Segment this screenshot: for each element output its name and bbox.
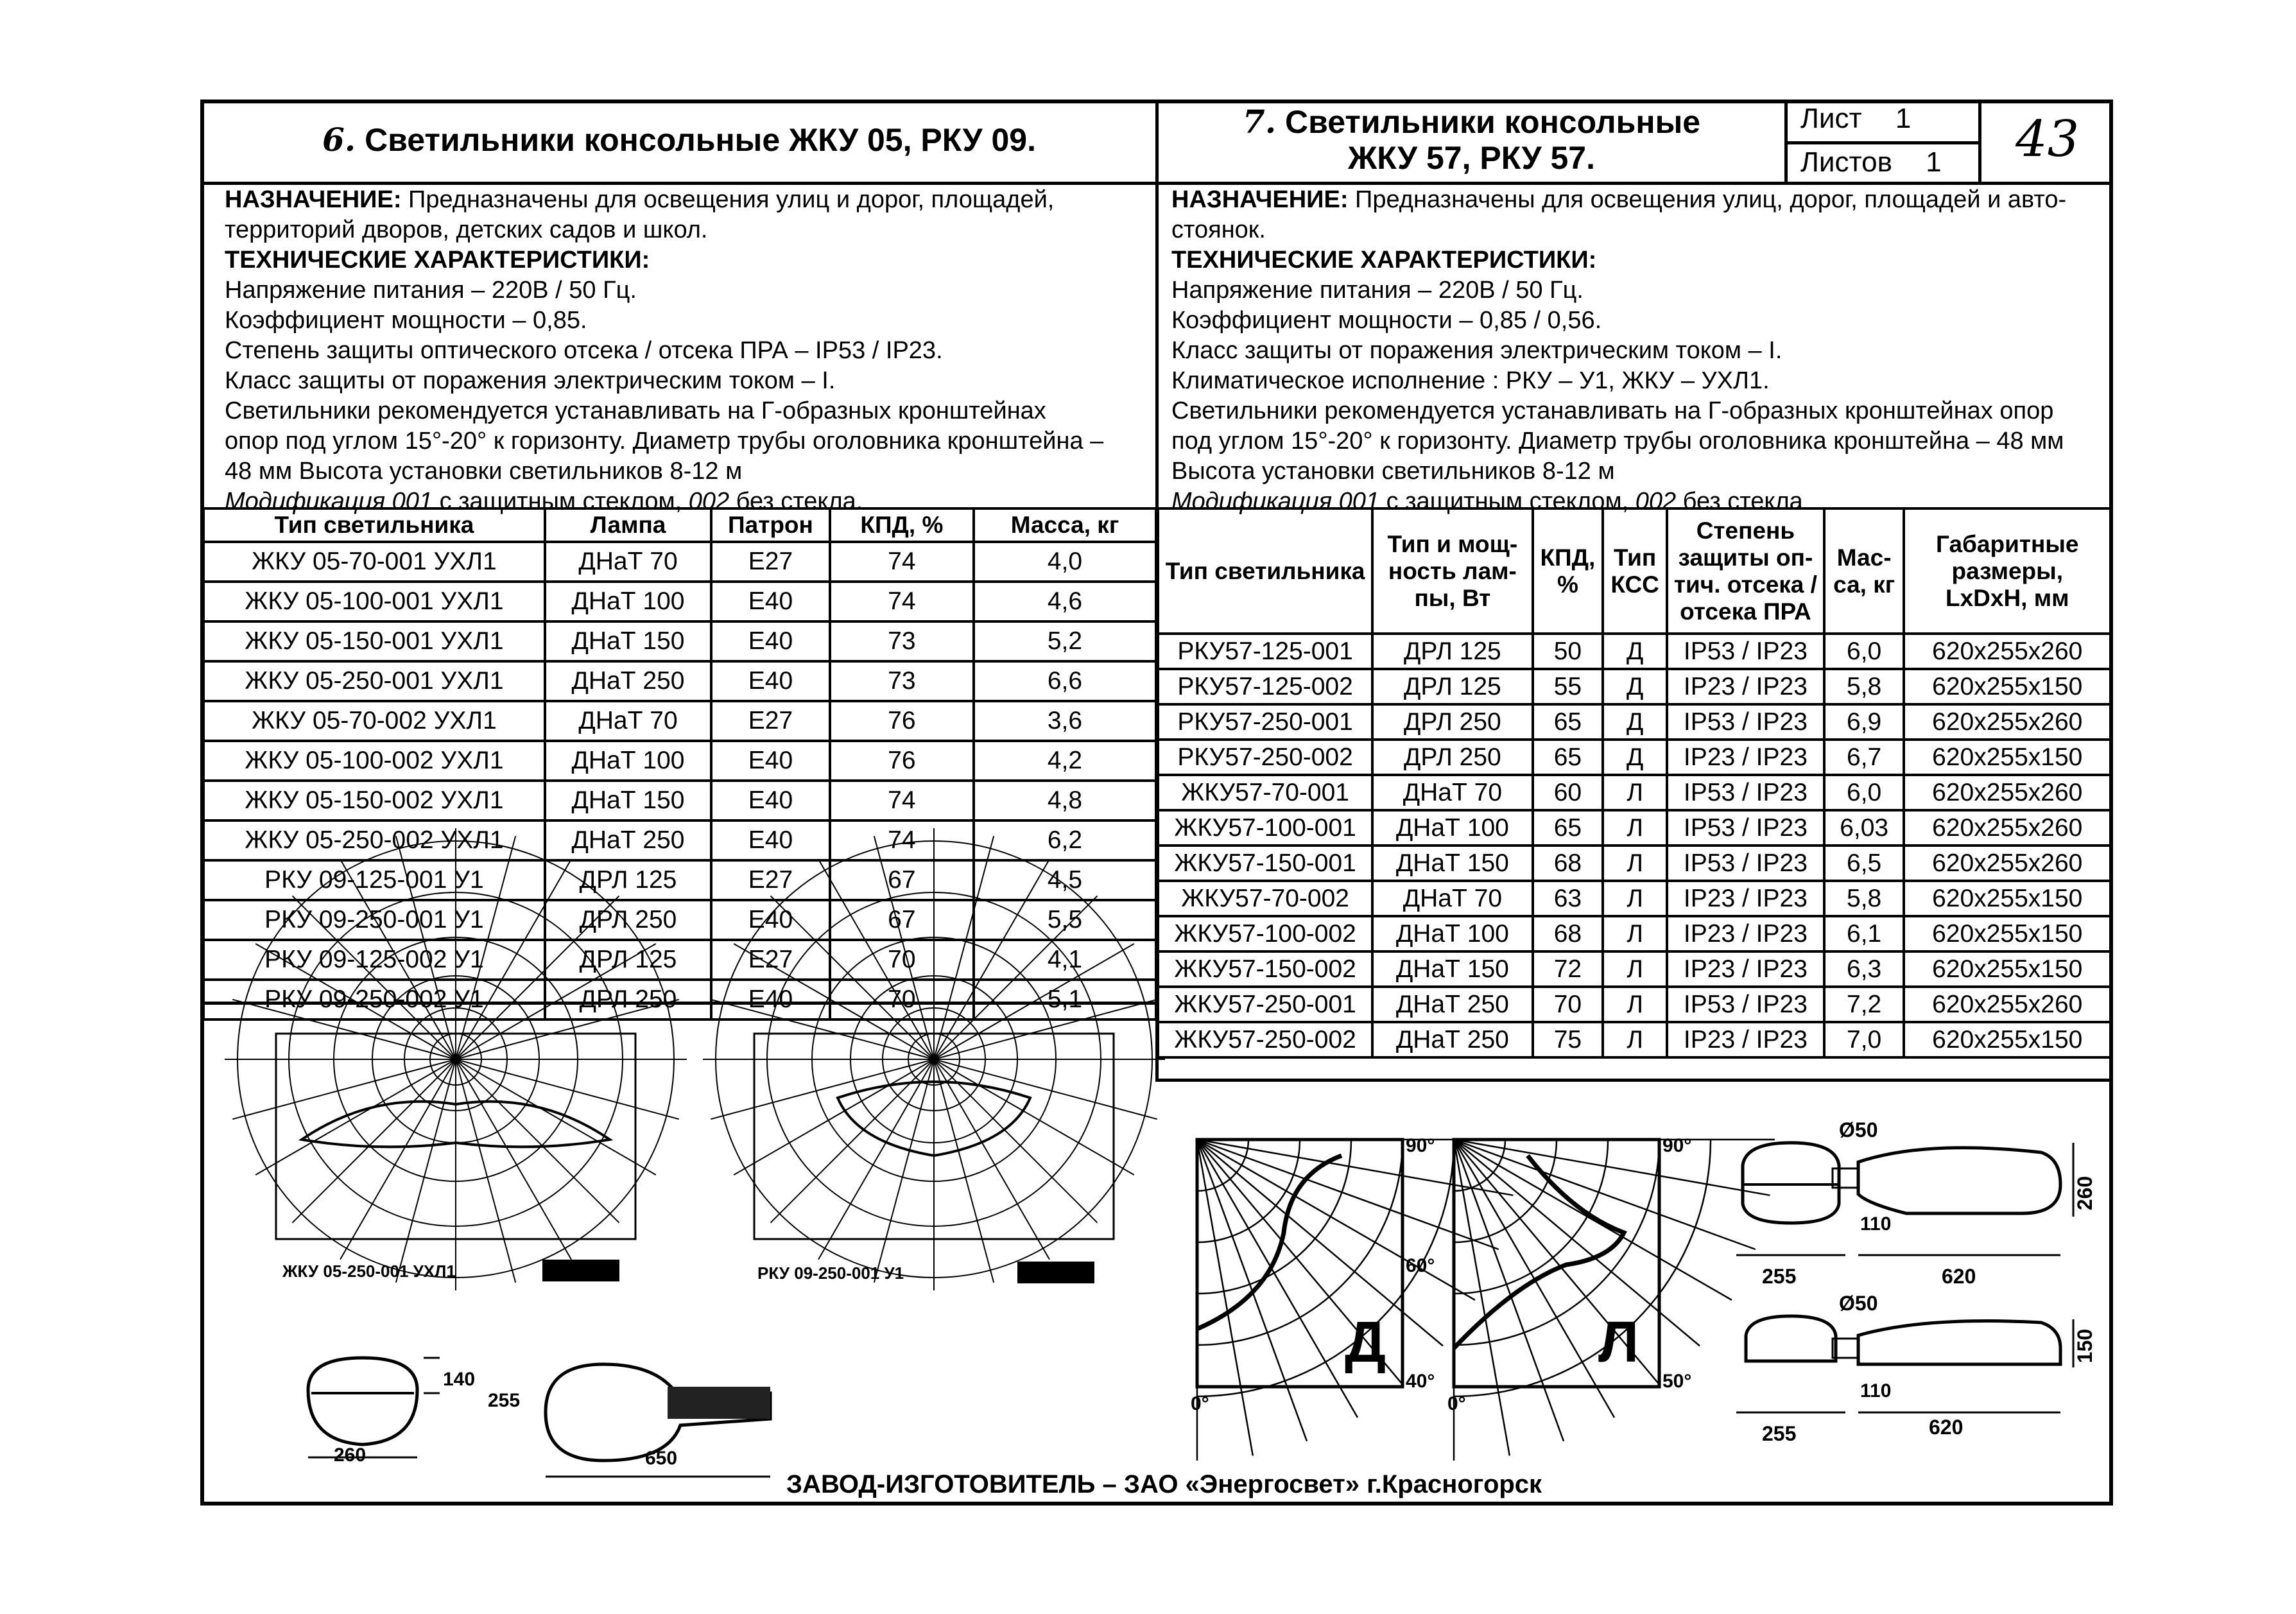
left-table-cell: 6,2: [974, 820, 1156, 860]
left-table-row: [203, 661, 1156, 701]
right-table-cell: 60: [1533, 775, 1603, 810]
diagram-caption-1: ЖКУ 05-250-001 УХЛ1: [282, 1262, 456, 1281]
right-table-cell: 620х255х150: [1904, 740, 2110, 775]
left-table-cell: РКУ 09-125-001 У1: [203, 860, 545, 900]
right-table-cell: 55: [1533, 669, 1603, 704]
left-th-mass: Масса, кг: [974, 508, 1156, 542]
left-table-cell: 67: [830, 860, 974, 900]
right-mod-italic1: Модификация 001: [1171, 488, 1380, 515]
left-desc-line4: Класс защиты от поражения электрическим током – I.: [225, 367, 836, 394]
right-table-cell: ЖКУ57-100-001: [1158, 810, 1372, 846]
right-table-cell: Л: [1603, 951, 1667, 987]
right-table-cell: ДНаТ 100: [1372, 810, 1532, 846]
left-table-cell: 4,6: [974, 582, 1156, 621]
left-table-cell: 70: [830, 980, 974, 1020]
right-table-row: [1158, 1022, 2110, 1057]
left-table-cell: ЖКУ 05-100-001 УХЛ1: [203, 582, 545, 621]
right-table-cell: 63: [1533, 881, 1603, 916]
left-table-cell: ЖКУ 05-250-002 УХЛ1: [203, 820, 545, 860]
left-table-cell: Е40: [711, 980, 830, 1020]
right-table-cell: Д: [1603, 740, 1667, 775]
right-table-cell: 6,0: [1824, 775, 1904, 810]
right-table-cell: IP53 / IP23: [1667, 846, 1824, 881]
left-desc-line3: Степень защиты оптического отсека / отсека ПРА – IP53 / IP23.: [225, 337, 943, 364]
left-table-cell: Е27: [711, 940, 830, 980]
dim-d50-bottom: Ø50: [1839, 1292, 1878, 1315]
left-table-cell: ЖКУ 05-250-001 УХЛ1: [203, 661, 545, 701]
left-table-cell: 4,8: [974, 781, 1156, 820]
kss-letter-d: Д: [1345, 1310, 1386, 1375]
right-table-cell: 6,3: [1824, 951, 1904, 987]
left-desc-line1: Напряжение питания – 220В / 50 Гц.: [225, 277, 637, 304]
left-desc-line5: Светильники рекомендуется устанавливать на Г-образных кронштейнах: [225, 397, 1046, 424]
left-table-cell: Е40: [711, 582, 830, 621]
left-diagram-top-line: [200, 1002, 1157, 1005]
left-table-cell: ДНаТ 70: [545, 701, 711, 741]
right-table-cell: Л: [1603, 881, 1667, 916]
right-table-row: [1158, 669, 2110, 704]
kss-letter-l: Л: [1598, 1310, 1639, 1375]
right-table-cell: 6,9: [1824, 704, 1904, 740]
dim-260-right: 260: [2073, 1176, 2097, 1211]
right-table-cell: 50: [1533, 634, 1603, 669]
kss-d-deg90: 90°: [1406, 1135, 1435, 1156]
left-table-cell: Е27: [711, 701, 830, 741]
right-table-cell: ДНаТ 100: [1372, 916, 1532, 951]
dim-255: 255: [488, 1390, 521, 1411]
left-table-cell: ЖКУ 05-70-001 УХЛ1: [203, 542, 545, 582]
left-table-cell: 4,0: [974, 542, 1156, 582]
left-purpose-text1: Предназначены для освещения улиц и дорог, площадей,: [401, 186, 1055, 213]
left-table-cell: РКУ 09-125-002 У1: [203, 940, 545, 980]
lamp57-side-260: [1829, 1133, 2086, 1262]
right-table-row: [1158, 775, 2110, 810]
left-table-cell: РКУ 09-250-002 У1: [203, 980, 545, 1020]
right-table-cell: ДНаТ 70: [1372, 881, 1532, 916]
kss-d-deg60: 60°: [1406, 1255, 1435, 1276]
dim-150-right: 150: [2073, 1328, 2097, 1364]
right-purpose-text2: стоянок.: [1171, 216, 1266, 243]
right-desc-line6: под углом 15°-20° к горизонту. Диаметр трубы оголовника кронштейна – 48 мм: [1171, 428, 2064, 455]
left-table-cell: ЖКУ 05-100-002 УХЛ1: [203, 741, 545, 781]
right-table-cell: 620х255х150: [1904, 951, 2110, 987]
diagram-caption-2: РКУ 09-250-001 У1: [757, 1263, 904, 1283]
right-table-cell: РКУ57-125-001: [1158, 634, 1372, 669]
right-table-cell: ДРЛ 250: [1372, 704, 1532, 740]
right-table-cell: IP53 / IP23: [1667, 634, 1824, 669]
dim-255-bottom: 255: [1762, 1422, 1797, 1445]
right-table-cell: ЖКУ57-100-002: [1158, 916, 1372, 951]
right-table-cell: ДНаТ 150: [1372, 846, 1532, 881]
right-table-cell: ДНаТ 250: [1372, 987, 1532, 1022]
right-th-type: Тип светильника: [1158, 508, 1372, 634]
right-title-line2: ЖКУ 57, РКУ 57.: [1348, 140, 1595, 176]
right-mod-text2: без стекла: [1676, 488, 1803, 515]
left-table-cell: 5,2: [974, 621, 1156, 661]
polar-diagram-left-2: [754, 1027, 1114, 1245]
right-table-cell: IP23 / IP23: [1667, 740, 1824, 775]
right-table-cell: Д: [1603, 669, 1667, 704]
left-mod-italic1: Модификация 001: [225, 488, 433, 515]
right-description: [1171, 185, 2109, 517]
dim-650: 650: [645, 1448, 678, 1469]
left-mod-text2: без стекла.: [729, 488, 863, 515]
left-table-cell: ЖКУ 05-70-002 УХЛ1: [203, 701, 545, 741]
right-table-row: [1158, 704, 2110, 740]
right-mod-text1: с защитным стеклом,: [1379, 488, 1636, 515]
left-table-cell: 73: [830, 621, 974, 661]
left-table-row: [203, 621, 1156, 661]
right-table-row: [1158, 846, 2110, 881]
left-table-cell: Е40: [711, 900, 830, 940]
right-table-cell: IP23 / IP23: [1667, 669, 1824, 704]
right-table-cell: 75: [1533, 1022, 1603, 1057]
left-table-cell: ДНаТ 250: [545, 820, 711, 860]
left-table-cell: Е40: [711, 781, 830, 820]
left-table-row: [203, 741, 1156, 781]
right-table-row: [1158, 881, 2110, 916]
right-th-dim: Габаритные размеры, LxDxH, мм: [1904, 508, 2110, 634]
kss-d-deg0: 0°: [1191, 1393, 1209, 1414]
right-table-cell: 620х255х260: [1904, 775, 2110, 810]
right-table-cell: IP23 / IP23: [1667, 1022, 1824, 1057]
left-table-cell: ЖКУ 05-150-002 УХЛ1: [203, 781, 545, 820]
kss-l-deg50: 50°: [1662, 1371, 1692, 1392]
left-table-cell: 5,5: [974, 900, 1156, 940]
right-table-cell: ДНаТ 250: [1372, 1022, 1532, 1057]
right-table-cell: 620х255х150: [1904, 881, 2110, 916]
left-table-cell: Е27: [711, 860, 830, 900]
right-purpose-label: НАЗНАЧЕНИЕ:: [1171, 186, 1349, 213]
right-table-cell: ДРЛ 250: [1372, 740, 1532, 775]
right-table-cell: 620х255х260: [1904, 704, 2110, 740]
right-table-cell: 72: [1533, 951, 1603, 987]
left-purpose-label: НАЗНАЧЕНИЕ:: [225, 186, 402, 213]
right-table-cell: 65: [1533, 740, 1603, 775]
left-table-cell: 76: [830, 741, 974, 781]
right-th-ip: Степень защиты оп- тич. отсека / отсека ПРА: [1667, 508, 1824, 634]
right-table-cell: Л: [1603, 1022, 1667, 1057]
left-table-cell: 5,1: [974, 980, 1156, 1020]
kss-l-deg90: 90°: [1662, 1135, 1692, 1156]
left-spec-table: [202, 507, 1157, 1021]
right-mod-italic2: 002: [1635, 488, 1677, 515]
sheet-value: 1: [1895, 103, 1912, 134]
left-desc-line7: 48 мм Высота установки светильников 8-12 м: [225, 458, 743, 485]
right-table-cell: ЖКУ57-70-001: [1158, 775, 1372, 810]
left-table-row: [203, 582, 1156, 621]
left-th-type: Тип светильника: [203, 508, 545, 542]
left-table-row: [203, 860, 1156, 900]
right-desc-line5: Светильники рекомендуется устанавливать на Г-образных кронштейнах опор: [1171, 397, 2054, 424]
left-table-cell: ДНаТ 100: [545, 741, 711, 781]
right-table-cell: ДРЛ 125: [1372, 669, 1532, 704]
left-mod-italic2: 002: [688, 488, 730, 515]
right-table-cell: 68: [1533, 846, 1603, 881]
left-table-row: [203, 940, 1156, 980]
left-table-cell: ДРЛ 125: [545, 860, 711, 900]
right-table-cell: 620х255х150: [1904, 1022, 2110, 1057]
right-table-cell: ДНаТ 70: [1372, 775, 1532, 810]
left-th-socket: Патрон: [711, 508, 830, 542]
right-title-num: 7.: [1242, 103, 1277, 141]
right-table-row: [1158, 916, 2110, 951]
right-desc-line2: Коэффициент мощности – 0,85 / 0,56.: [1171, 307, 1602, 334]
right-spec-table: [1157, 507, 2112, 1059]
kss-l-deg0: 0°: [1447, 1393, 1466, 1414]
right-table-cell: 5,8: [1824, 669, 1904, 704]
left-table-cell: ДНаТ 150: [545, 621, 711, 661]
right-table-cell: ЖКУ57-250-001: [1158, 987, 1372, 1022]
right-table-cell: ЖКУ57-150-001: [1158, 846, 1372, 881]
left-table-cell: Е27: [711, 542, 830, 582]
right-title: [1159, 104, 1784, 176]
right-th-kss: Тип КСС: [1603, 508, 1667, 634]
left-table-body: [203, 542, 1156, 1020]
right-table-cell: 620х255х260: [1904, 634, 2110, 669]
left-table-cell: 4,2: [974, 741, 1156, 781]
left-title: [204, 121, 1154, 159]
right-table-cell: 620х255х260: [1904, 810, 2110, 846]
left-table-cell: ДРЛ 250: [545, 980, 711, 1020]
right-table-cell: IP53 / IP23: [1667, 987, 1824, 1022]
right-tech-label: ТЕХНИЧЕСКИЕ ХАРАКТЕРИСТИКИ:: [1171, 247, 1597, 273]
right-table-row: [1158, 810, 2110, 846]
left-description: [225, 185, 1152, 517]
left-table-cell: ДНаТ 100: [545, 582, 711, 621]
right-table-row: [1158, 987, 2110, 1022]
left-table-cell: Е40: [711, 820, 830, 860]
right-purpose-text1: Предназначены для освещения улиц, дорог, площадей и авто-: [1348, 186, 2067, 213]
right-table-cell: РКУ57-250-001: [1158, 704, 1372, 740]
right-table-cell: 5,8: [1824, 881, 1904, 916]
right-table-cell: 6,03: [1824, 810, 1904, 846]
right-table-cell: 6,1: [1824, 916, 1904, 951]
right-table-cell: IP53 / IP23: [1667, 810, 1824, 846]
right-table-body: [1158, 634, 2110, 1057]
right-table-cell: 6,5: [1824, 846, 1904, 881]
manufacturer-footer: ЗАВОД-ИЗГОТОВИТЕЛЬ – ЗАО «Энергосвет» г.Красногорск: [786, 1470, 1542, 1498]
polar-diagram-left-1: [276, 1027, 635, 1245]
right-table-cell: 6,7: [1824, 740, 1904, 775]
right-table-row: [1158, 740, 2110, 775]
left-table-cell: 3,6: [974, 701, 1156, 741]
lux-badge-2: [1017, 1262, 1094, 1283]
left-table-row: [203, 701, 1156, 741]
sheet-cell: [1800, 103, 1911, 135]
stamp-mid-line: [1784, 141, 1980, 144]
left-table-row: [203, 781, 1156, 820]
right-table-cell: IP23 / IP23: [1667, 951, 1824, 987]
left-table-cell: 4,5: [974, 860, 1156, 900]
dim-140: 140: [443, 1369, 476, 1390]
left-table-cell: Е40: [711, 621, 830, 661]
left-table-cell: 76: [830, 701, 974, 741]
left-table-cell: Е40: [711, 661, 830, 701]
left-table-cell: ДРЛ 125: [545, 940, 711, 980]
right-table-cell: 620х255х260: [1904, 987, 2110, 1022]
left-table-cell: 6,6: [974, 661, 1156, 701]
left-desc-line6: опор под углом 15°-20° к горизонту. Диаметр трубы оголовника кронштейна –: [225, 428, 1104, 455]
left-table-cell: ДНаТ 70: [545, 542, 711, 582]
sheets-value: 1: [1926, 146, 1942, 178]
left-table-cell: ЖКУ 05-150-001 УХЛ1: [203, 621, 545, 661]
right-table-cell: 6,0: [1824, 634, 1904, 669]
right-table-cell: 65: [1533, 810, 1603, 846]
right-table-cell: 7,0: [1824, 1022, 1904, 1057]
lux-badge-1: [542, 1260, 619, 1281]
left-table-cell: 4,1: [974, 940, 1156, 980]
right-table-cell: 68: [1533, 916, 1603, 951]
left-table-cell: 73: [830, 661, 974, 701]
right-desc-line1: Напряжение питания – 220В / 50 Гц.: [1171, 277, 1584, 304]
right-th-kpd: КПД, %: [1533, 508, 1603, 634]
right-diagram-top-line: [1155, 1079, 2113, 1082]
left-th-kpd: КПД, %: [830, 508, 974, 542]
left-tech-label: ТЕХНИЧЕСКИЕ ХАРАКТЕРИСТИКИ:: [225, 247, 650, 273]
right-table-cell: 620х255х150: [1904, 916, 2110, 951]
right-table-cell: Л: [1603, 775, 1667, 810]
right-table-row: [1158, 634, 2110, 669]
right-table-cell: IP23 / IP23: [1667, 881, 1824, 916]
left-desc-line2: Коэффициент мощности – 0,85.: [225, 307, 587, 334]
right-table-cell: Л: [1603, 916, 1667, 951]
dim-255-top: 255: [1762, 1265, 1797, 1288]
left-table-cell: 67: [830, 900, 974, 940]
left-table-cell: ДНаТ 250: [545, 661, 711, 701]
right-th-mass: Мас- са, кг: [1824, 508, 1904, 634]
right-table-cell: 620х255х260: [1904, 846, 2110, 881]
right-table-cell: ДРЛ 125: [1372, 634, 1532, 669]
right-title-line1: Светильники консольные: [1285, 104, 1701, 140]
dim-110-top: 110: [1860, 1213, 1892, 1235]
right-table-cell: 65: [1533, 704, 1603, 740]
left-table-cell: 74: [830, 542, 974, 582]
right-desc-line4: Климатическое исполнение : РКУ – У1, ЖКУ – УХЛ1.: [1171, 367, 1770, 394]
sheet-label: Лист: [1800, 103, 1862, 134]
right-table-cell: Д: [1603, 704, 1667, 740]
left-table-cell: 74: [830, 820, 974, 860]
right-table-cell: Л: [1603, 846, 1667, 881]
kss-d-deg40: 40°: [1406, 1371, 1435, 1392]
right-desc-line3: Класс защиты от поражения электрическим током – I.: [1171, 337, 1782, 364]
left-table-cell: 70: [830, 940, 974, 980]
right-table-cell: Д: [1603, 634, 1667, 669]
right-table-cell: Л: [1603, 810, 1667, 846]
right-table-cell: 620х255х150: [1904, 669, 2110, 704]
right-table-cell: ЖКУ57-70-002: [1158, 881, 1372, 916]
right-th-lamp: Тип и мощ- ность лам- пы, Вт: [1372, 508, 1532, 634]
right-table-cell: IP23 / IP23: [1667, 916, 1824, 951]
left-table-row: [203, 820, 1156, 860]
right-table-cell: 70: [1533, 987, 1603, 1022]
right-table-cell: ЖКУ57-150-002: [1158, 951, 1372, 987]
dim-620-bottom: 620: [1929, 1416, 1964, 1439]
right-table-cell: Л: [1603, 987, 1667, 1022]
left-th-lamp: Лампа: [545, 508, 711, 542]
left-table-cell: Е40: [711, 741, 830, 781]
dim-620-top: 620: [1942, 1265, 1976, 1288]
sheets-label: Листов: [1800, 146, 1892, 178]
left-table-cell: 74: [830, 582, 974, 621]
right-table-cell: ДНаТ 150: [1372, 951, 1532, 987]
dim-d50-top: Ø50: [1839, 1118, 1878, 1141]
sheets-cell: [1800, 146, 1942, 178]
left-title-num: 6.: [322, 121, 356, 159]
right-table-cell: IP53 / IP23: [1667, 775, 1824, 810]
right-table-cell: РКУ57-125-002: [1158, 669, 1372, 704]
right-table-cell: 7,2: [1824, 987, 1904, 1022]
left-table-cell: 74: [830, 781, 974, 820]
right-table-cell: РКУ57-250-002: [1158, 740, 1372, 775]
right-table-cell: ЖКУ57-250-002: [1158, 1022, 1372, 1057]
right-table-cell: IP53 / IP23: [1667, 704, 1824, 740]
right-table-row: [1158, 951, 2110, 987]
left-table-cell: ДНаТ 150: [545, 781, 711, 820]
right-desc-line7: Высота установки светильников 8-12 м: [1171, 458, 1615, 485]
left-mod-text1: с защитным стеклом,: [433, 488, 689, 515]
page-number: 43: [2015, 110, 2080, 168]
dim-260: 260: [334, 1445, 367, 1466]
left-table-cell: ДРЛ 250: [545, 900, 711, 940]
left-title-text: Светильники консольные ЖКУ 05, РКУ 09.: [365, 122, 1037, 158]
left-purpose-text2: территорий дворов, детских садов и школ.: [225, 216, 708, 243]
left-table-cell: РКУ 09-250-001 У1: [203, 900, 545, 940]
left-table-row: [203, 542, 1156, 582]
dim-110-bottom: 110: [1860, 1380, 1892, 1401]
